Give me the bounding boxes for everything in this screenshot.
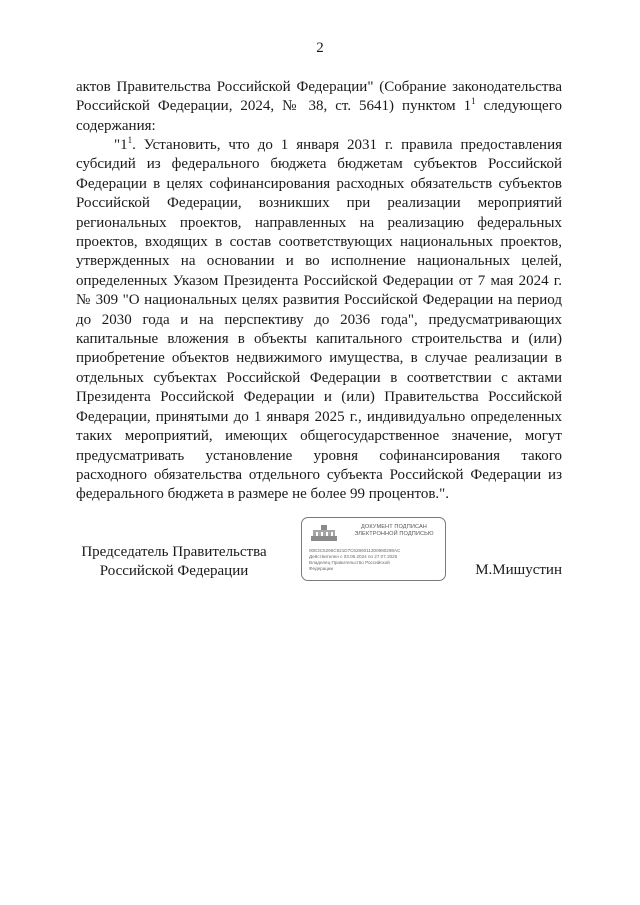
intro-text: актов Правительства Российской Федерации" (Собрание законодательства Российской Федерации, 2024, № 38, ст. 5641) пунктом 1 xyxy=(76,79,562,115)
signatory-title-line2: Российской Федерации xyxy=(99,563,249,580)
intro-paragraph xyxy=(76,78,562,136)
intro-text-after: следующего содержания: xyxy=(76,98,562,134)
page-number: 2 xyxy=(316,40,324,56)
stamp-serial: 00E3C5295C921D7C6286011300980298AC xyxy=(309,548,401,553)
stamp-certificate-info xyxy=(309,548,443,572)
quoted-amendment-paragraph xyxy=(76,136,562,505)
stamp-title xyxy=(346,524,442,538)
electronic-signature-stamp xyxy=(301,517,446,581)
emblem-icon xyxy=(310,524,338,542)
quote-superscript: 1 xyxy=(127,135,133,145)
intro-superscript: 1 xyxy=(471,96,476,107)
stamp-validity: Действителен с 03.06.2024 по 27.07.2025 xyxy=(309,554,398,559)
quote-open: "1 xyxy=(114,137,128,153)
stamp-owner-line2: Федерации xyxy=(309,566,334,571)
signatory-title xyxy=(76,543,272,582)
stamp-owner: Владелец Правительство Российской xyxy=(309,560,390,565)
signatory-title-line1: Председатель Правительства xyxy=(81,544,267,560)
stamp-title-line2: ЭЛЕКТРОННОЙ ПОДПИСЬЮ xyxy=(354,530,434,537)
stamp-title-line1: ДОКУМЕНТ ПОДПИСАН xyxy=(361,524,427,530)
signatory-name: М.Мишустин xyxy=(475,562,562,578)
quote-text: . Установить, что до 1 января 2031 г. правила предоставления субсидий из федерального бюджета бюджетам субъектов Российской Федерации в целях софинансирования расходных обязательств субъектов Российской Федерации, возникших при реализации мероприятий региональных проектов, направленных на реализацию федеральных проектов, входящих в состав соответствующих национальных проектов, утвержденных на основании и во исполнение национальных целей, определенных Указом Президента Российской Федерации от 7 мая 2024 г. № 309 "О национальных целях развития Российской Федерации на период до 2030 года и на перспективу до 2036 года", предусматривающих капитальные вложения в объекты капитального строительства и (или) приобретение объектов недвижимого имущества, в случае реализации в отдельных субъектах Российской Федерации в соответствии с актами Президента Российской Федерации и (или) Правительства Российской Федерации, принятыми до 1 января 2025 г., индивидуально определенных таких мероприятий, имеющих общегосударственное значение, могут предусматривать установление уровня софинансирования такого расходного обязательства отдельного субъекта Российской Федерации из федерального бюджета в размере не более 99 процентов.". xyxy=(76,137,562,503)
